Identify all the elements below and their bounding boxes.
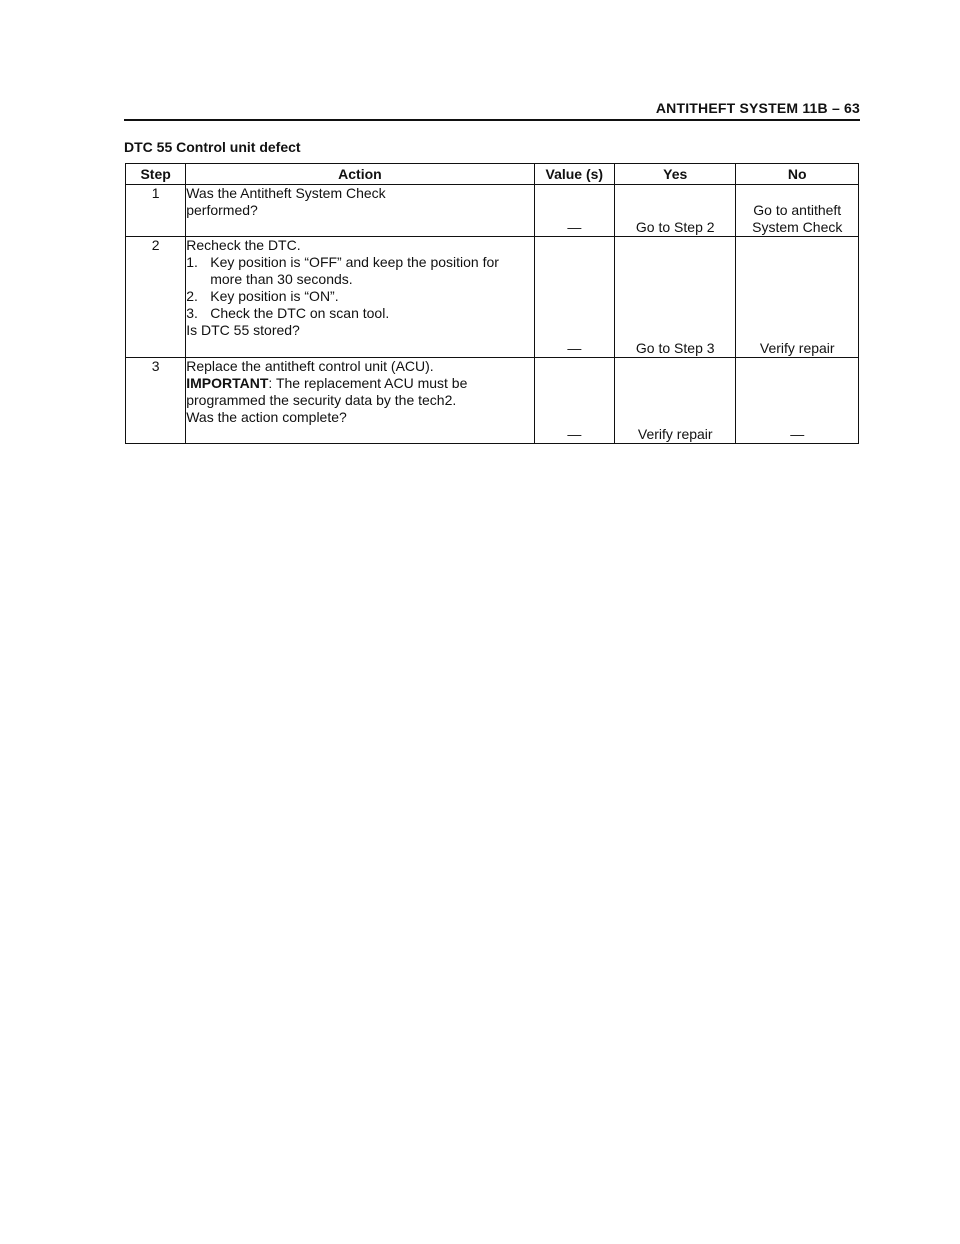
action-cell bbox=[186, 237, 534, 358]
no-line: System Check bbox=[752, 219, 843, 235]
no-line: Go to antitheft bbox=[753, 202, 842, 218]
no-cell: — bbox=[736, 358, 859, 444]
table-row bbox=[126, 358, 859, 444]
action-line: performed? bbox=[186, 202, 258, 218]
step-number: 2 bbox=[126, 237, 186, 358]
list-item-text: Key position is “ON”. bbox=[210, 288, 339, 304]
table-row bbox=[126, 185, 859, 237]
column-header-no: No bbox=[736, 164, 859, 185]
step-number: 1 bbox=[126, 185, 186, 237]
list-item bbox=[186, 254, 533, 288]
table-header-row bbox=[126, 164, 859, 185]
column-header-yes: Yes bbox=[614, 164, 735, 185]
action-line: Replace the antitheft control unit (ACU). bbox=[186, 358, 434, 374]
list-item-number: 1. bbox=[186, 254, 198, 270]
value-cell: — bbox=[534, 237, 614, 358]
column-header-value: Value (s) bbox=[534, 164, 614, 185]
action-intro: Recheck the DTC. bbox=[186, 237, 301, 253]
column-header-action: Action bbox=[186, 164, 534, 185]
action-cell bbox=[186, 358, 534, 444]
no-cell: Verify repair bbox=[736, 237, 859, 358]
page-header-title: ANTITHEFT SYSTEM 11B – 63 bbox=[655, 100, 860, 116]
yes-cell: Go to Step 3 bbox=[614, 237, 735, 358]
list-item bbox=[186, 288, 533, 305]
header-divider bbox=[124, 119, 860, 121]
important-text: : The replacement ACU must be programmed the security data by the tech2. bbox=[186, 375, 468, 408]
yes-cell: Go to Step 2 bbox=[614, 185, 735, 237]
action-cell bbox=[186, 185, 534, 237]
action-question: Is DTC 55 stored? bbox=[186, 322, 300, 338]
list-item-text: Check the DTC on scan tool. bbox=[210, 305, 390, 321]
value-cell: — bbox=[534, 358, 614, 444]
section-title: DTC 55 Control unit defect bbox=[124, 139, 301, 155]
important-note bbox=[186, 375, 533, 409]
diagnostic-table bbox=[125, 163, 859, 444]
list-item-text: Key position is “OFF” and keep the position for more than 30 seconds. bbox=[210, 254, 499, 287]
no-cell bbox=[736, 185, 859, 237]
value-cell: — bbox=[534, 185, 614, 237]
action-question: Was the action complete? bbox=[186, 409, 347, 425]
important-label: IMPORTANT bbox=[186, 375, 269, 391]
list-item-number: 3. bbox=[186, 305, 198, 321]
action-line: Was the Antitheft System Check bbox=[186, 185, 386, 201]
yes-cell: Verify repair bbox=[614, 358, 735, 444]
list-item bbox=[186, 305, 533, 322]
step-number: 3 bbox=[126, 358, 186, 444]
column-header-step: Step bbox=[126, 164, 186, 185]
table-row bbox=[126, 237, 859, 358]
list-item-number: 2. bbox=[186, 288, 198, 304]
